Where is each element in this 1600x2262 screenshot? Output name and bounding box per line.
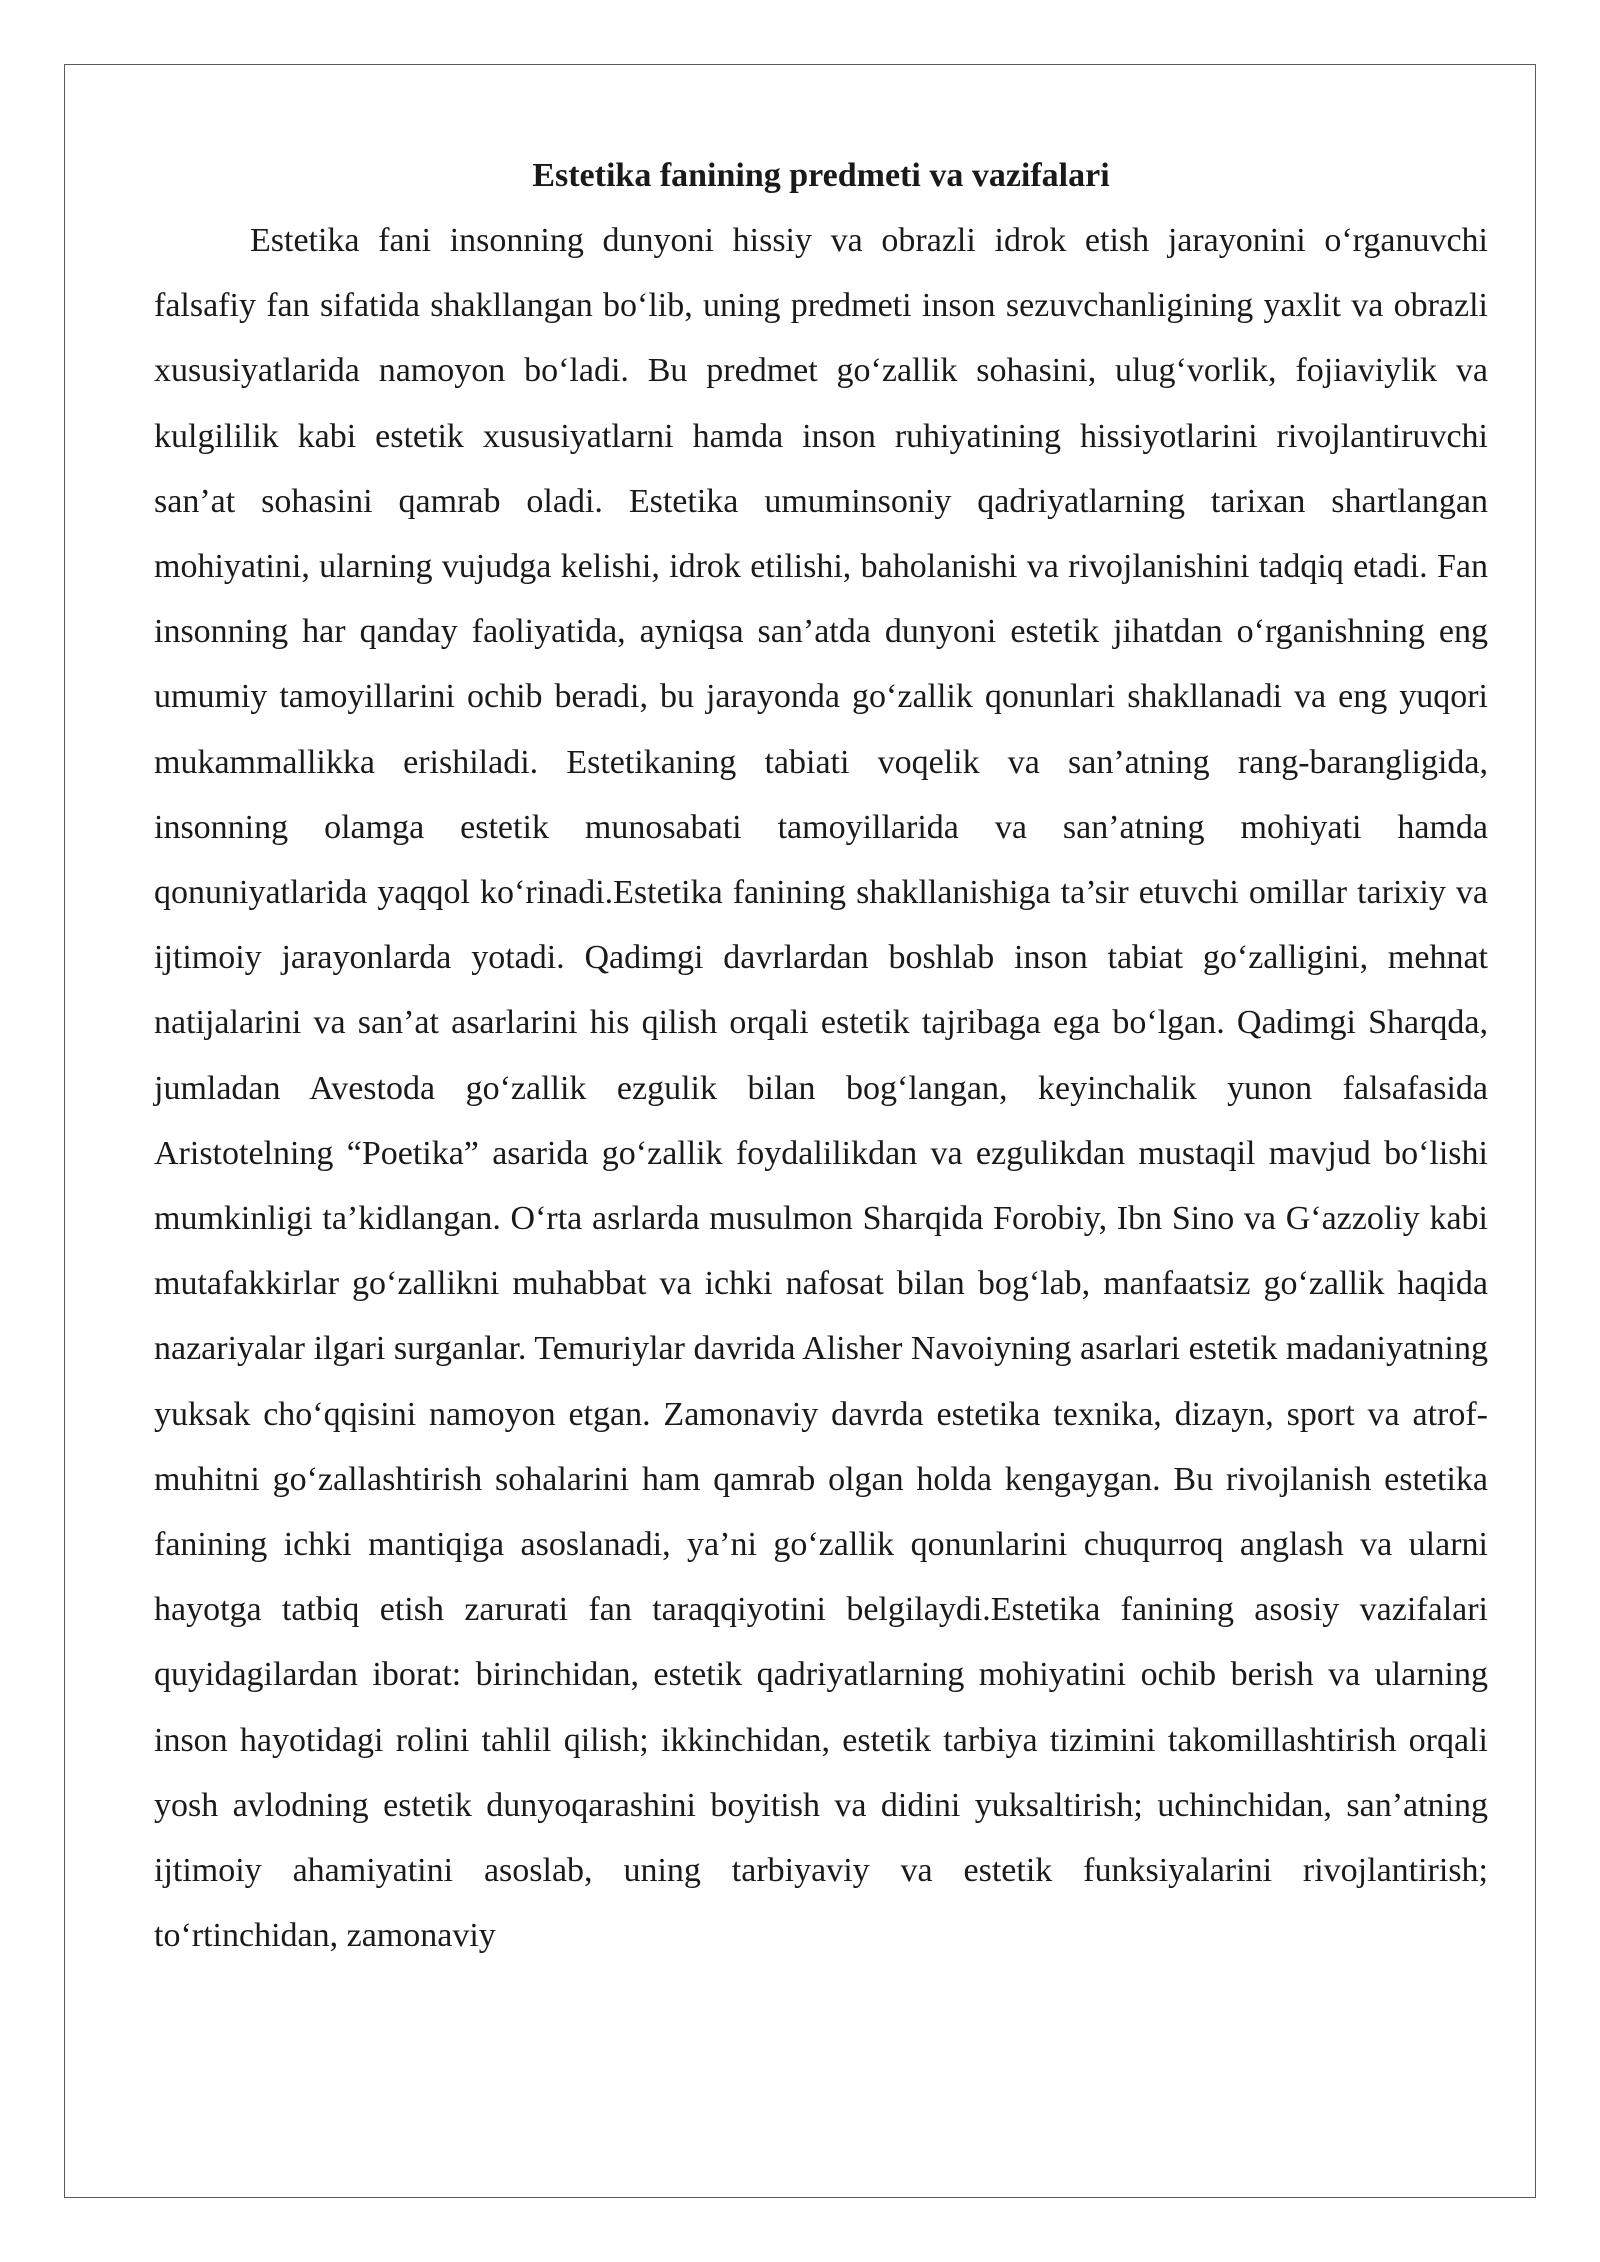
document-content — [154, 150, 1488, 1968]
body-paragraph: Estetika fani insonning dunyoni hissiy va obrazli idrok etish jarayonini o‘rganuvchi falsafiy fan sifatida shakllangan bo‘lib, uning predmeti inson sezuvchanligining yaxlit va obrazli xususiyatlarida namoyon bo‘ladi. Bu predmet go‘zallik sohasini, ulug‘vorlik, fojiaviylik va kulgililik kabi estetik xususiyatlarni hamda inson ruhiyatining hissiyotlarini rivojlantiruvchi san’at sohasini qamrab oladi. Estetika umuminsoniy qadriyatlarning tarixan shartlangan mohiyatini, ularning vujudga kelishi, idrok etilishi, baholanishi va rivojlanishini tadqiq etadi. Fan insonning har qanday faoliyatida, ayniqsa san’atda dunyoni estetik jihatdan o‘rganishning eng umumiy tamoyillarini ochib beradi, bu jarayonda go‘zallik qonunlari shakllanadi va eng yuqori mukammallikka erishiladi. Estetikaning tabiati voqelik va san’atning rang-barangligida, insonning olamga estetik munosabati tamoyillarida va san’atning mohiyati hamda qonuniyatlarida yaqqol ko‘rinadi.Estetika fanining shakllanishiga ta’sir etuvchi omillar tarixiy va ijtimoiy jarayonlarda yotadi. Qadimgi davrlardan boshlab inson tabiat go‘zalligini, mehnat natijalarini va san’at asarlarini his qilish orqali estetik tajribaga ega bo‘lgan. Qadimgi Sharqda, jumladan Avestoda go‘zallik ezgulik bilan bog‘langan, keyinchalik yunon falsafasida Aristotelning “Poetika” asarida go‘zallik foydalilikdan va ezgulikdan mustaqil mavjud bo‘lishi mumkinligi ta’kidlangan. O‘rta asrlarda musulmon Sharqida Forobiy, Ibn Sino va G‘azzoliy kabi mutafakkirlar go‘zallikni muhabbat va ichki nafosat bilan bog‘lab, manfaatsiz go‘zallik haqida nazariyalar ilgari surganlar. Temuriylar davrida Alisher Navoiyning asarlari estetik madaniyatning yuksak cho‘qqisini namoyon etgan. Zamonaviy davrda estetika texnika, dizayn, sport va atrof-muhitni go‘zallashtirish sohalarini ham qamrab olgan holda kengaygan. Bu rivojlanish estetika fanining ichki mantiqiga asoslanadi, ya’ni go‘zallik qonunlarini chuqurroq anglash va ularni hayotga tatbiq etish zarurati fan taraqqiyotini belgilaydi.Estetika fanining asosiy vazifalari quyidagilardan iborat: birinchidan, estetik qadriyatlarning mohiyatini ochib berish va ularning inson hayotidagi rolini tahlil qilish; ikkinchidan, estetik tarbiya tizimini takomillashtirish orqali yosh avlodning estetik dunyoqarashini boyitish va didini yuksaltirish; uchinchidan, san’atning ijtimoiy ahamiyatini asoslab, uning tarbiyaviy va estetik funksiyalarini rivojlantirish; to‘rtinchidan, zamonaviy — [154, 222, 1488, 1955]
document-title: Estetika fanining predmeti va vazifalari — [532, 157, 1110, 194]
